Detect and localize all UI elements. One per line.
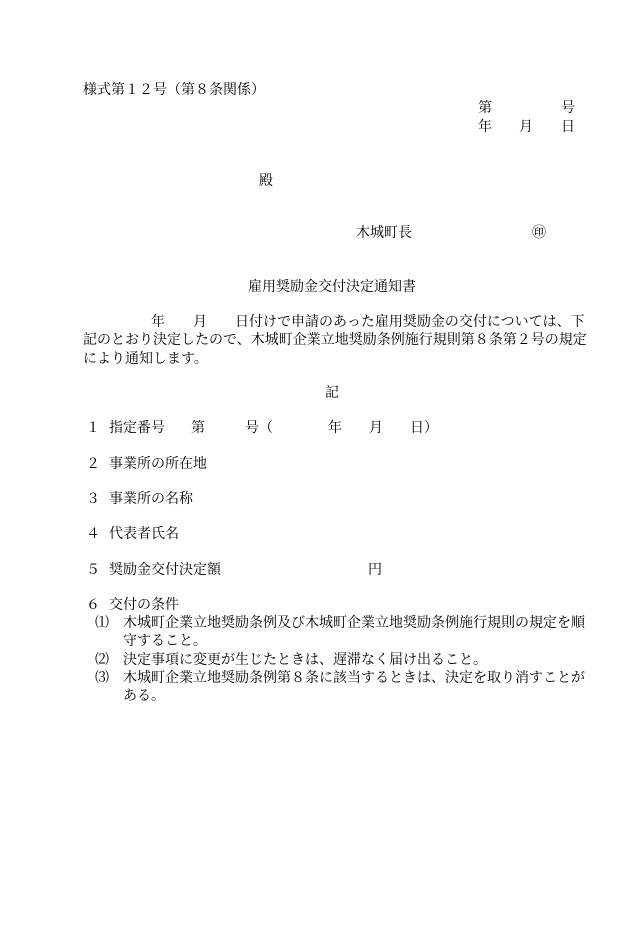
item-label-grant-amount: 奨励金交付決定額 xyxy=(109,562,221,578)
body-line-3: により通知します。 xyxy=(83,351,208,367)
document-title: 雇用奨励金交付決定通知書 xyxy=(248,279,416,295)
body-year: 年 xyxy=(151,314,165,330)
body-line-1: 日付けで申請のあった雇用奨励金の交付については、下 xyxy=(235,314,585,330)
condition-number: ⑴ xyxy=(95,615,109,631)
item-number: ６ xyxy=(86,597,100,613)
item-number: ２ xyxy=(86,456,100,472)
grant-amount-unit: 円 xyxy=(368,562,382,578)
item-number: ４ xyxy=(86,526,100,542)
designation-dai: 第 xyxy=(191,420,205,436)
designation-go: 号（ xyxy=(245,420,273,436)
form-number: 様式第１２号（第８条関係） xyxy=(83,82,265,98)
condition-text-continued: 守すること。 xyxy=(123,633,207,649)
body-month: 月 xyxy=(193,314,207,330)
doc-date-year: 年 xyxy=(478,119,492,135)
condition-number: ⑵ xyxy=(95,652,109,668)
condition-text-continued: ある。 xyxy=(123,688,165,704)
item-label-office-name: 事業所の名称 xyxy=(109,491,193,507)
item-number: ５ xyxy=(86,562,100,578)
doc-date-month: 月 xyxy=(519,119,533,135)
sender-name: 木城町長 xyxy=(356,225,412,241)
doc-date-day: 日 xyxy=(561,119,575,135)
body-line-2: 記のとおり決定したので、木城町企業立地奨励条例施行規則第８条第２号の規定 xyxy=(83,332,587,348)
seal-mark: ㊞ xyxy=(532,225,546,241)
doc-number-dai: 第 xyxy=(478,100,492,116)
condition-text: 決定事項に変更が生じたときは、遅滞なく届け出ること。 xyxy=(123,652,487,668)
addressee-suffix: 殿 xyxy=(259,173,273,189)
condition-number: ⑶ xyxy=(95,670,109,686)
doc-number-go: 号 xyxy=(561,100,575,116)
item-number: １ xyxy=(86,420,100,436)
item-number: ３ xyxy=(86,491,100,507)
designation-month: 月 xyxy=(369,420,383,436)
condition-text: 木城町企業立地奨励条例及び木城町企業立地奨励条例施行規則の規定を順 xyxy=(123,615,585,631)
designation-day: 日） xyxy=(410,420,438,436)
item-label-office-location: 事業所の所在地 xyxy=(109,456,207,472)
ki-heading: 記 xyxy=(325,385,339,401)
condition-text: 木城町企業立地奨励条例第８条に該当するときは、決定を取り消すことが xyxy=(123,670,585,686)
designation-year: 年 xyxy=(328,420,342,436)
item-label-designation-number: 指定番号 xyxy=(109,420,165,436)
item-label-conditions: 交付の条件 xyxy=(109,597,179,613)
item-label-representative: 代表者氏名 xyxy=(109,526,179,542)
